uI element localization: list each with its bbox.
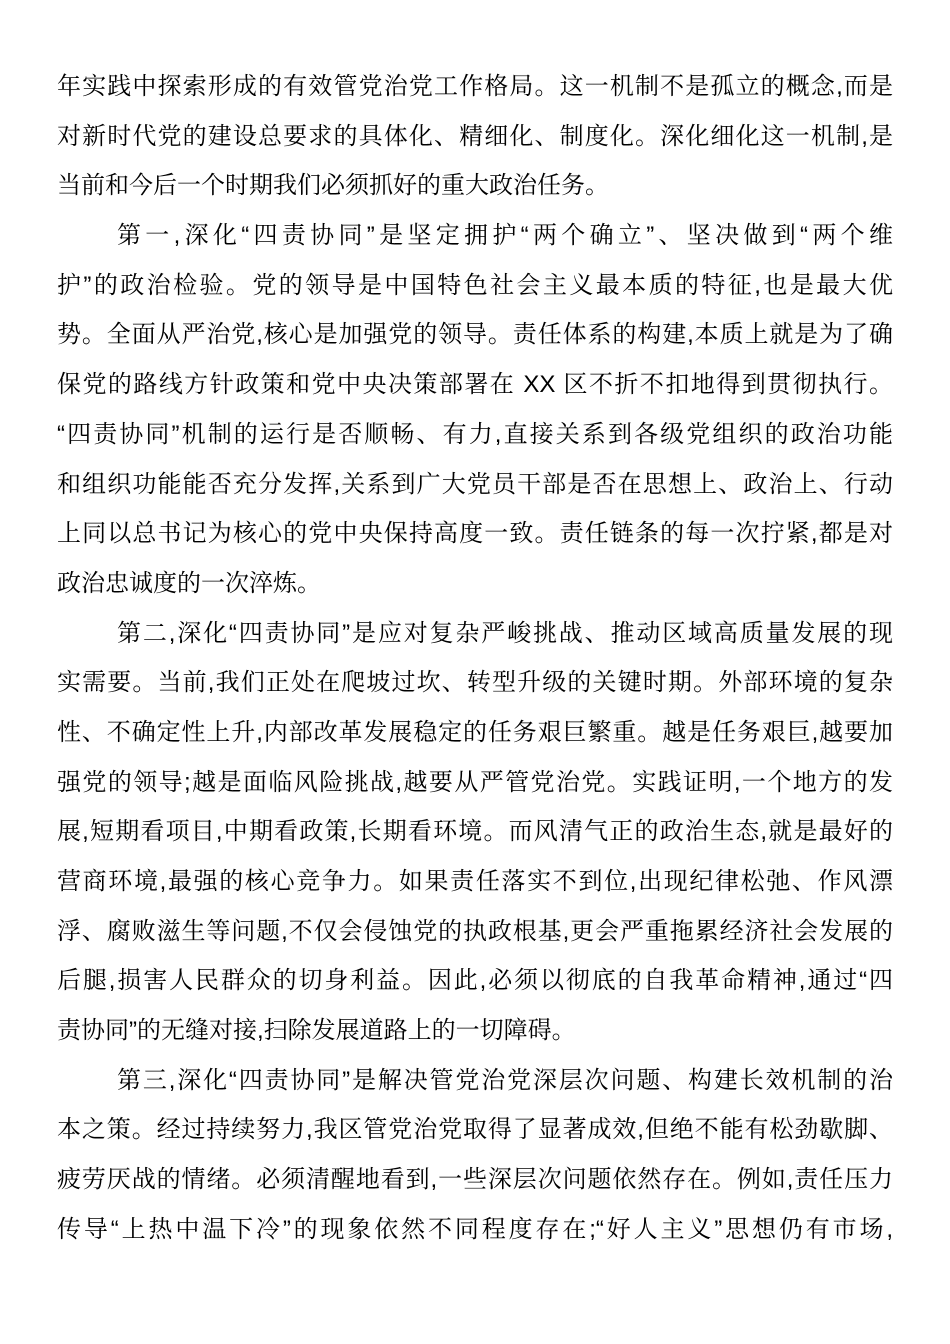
paragraph (57, 1056, 893, 1255)
text-line: 传导“上热中温下冷”的现象依然不同程度存在;“好人主义”思想仍有市场, (57, 1215, 893, 1243)
text-line: 第三,深化“四责协同”是解决管党治党深层次问题、构建长效机制的治 (117, 1066, 893, 1094)
text-line: 当前和今后一个时期我们必须抓好的重大政治任务。 (57, 172, 609, 200)
text-line: 浮、腐败滋生等问题,不仅会侵蚀党的执政根基,更会严重拖累经济社会发展的 (57, 917, 893, 945)
paragraph (57, 62, 893, 211)
text-line: 疲劳厌战的情绪。必须清醒地看到,一些深层次问题依然存在。例如,责任压力 (57, 1166, 893, 1194)
text-line: 第二,深化“四责协同”是应对复杂严峻挑战、推动区域高质量发展的现 (117, 619, 893, 647)
text-line: 对新时代党的建设总要求的具体化、精细化、制度化。深化细化这一机制,是 (57, 122, 893, 150)
text-line: 护”的政治检验。党的领导是中国特色社会主义最本质的特征,也是最大优 (57, 271, 893, 299)
document-body (57, 62, 893, 1255)
text-line: 政治忠诚度的一次淬炼。 (57, 569, 321, 597)
text-line: 上同以总书记为核心的党中央保持高度一致。责任链条的每一次拧紧,都是对 (57, 520, 893, 548)
paragraph (57, 211, 893, 609)
text-line: 和组织功能能否充分发挥,关系到广大党员干部是否在思想上、政治上、行动 (57, 470, 893, 498)
text-line: 后腿,损害人民群众的切身利益。因此,必须以彻底的自我革命精神,通过“四 (57, 967, 893, 995)
text-line: 责协同”的无缝对接,扫除发展道路上的一切障碍。 (57, 1017, 576, 1045)
text-line: “四责协同”机制的运行是否顺畅、有力,直接关系到各级党组织的政治功能 (57, 420, 893, 448)
text-line: 势。全面从严治党,核心是加强党的领导。责任体系的构建,本质上就是为了确 (57, 321, 893, 349)
text-line: 第一,深化“四责协同”是坚定拥护“两个确立”、坚决做到“两个维 (117, 222, 893, 250)
text-line: 本之策。经过持续努力,我区管党治党取得了显著成效,但绝不能有松劲歇脚、 (57, 1116, 893, 1144)
text-line: 年实践中探索形成的有效管党治党工作格局。这一机制不是孤立的概念,而是 (57, 73, 893, 100)
text-line: 保党的路线方针政策和党中央决策部署在 XX 区不折不扣地得到贯彻执行。 (57, 371, 893, 399)
text-line: 展,短期看项目,中期看政策,长期看环境。而风清气正的政治生态,就是最好的 (57, 818, 893, 846)
text-line: 实需要。当前,我们正处在爬坡过坎、转型升级的关键时期。外部环境的复杂 (57, 669, 893, 697)
text-line: 营商环境,最强的核心竞争力。如果责任落实不到位,出现纪律松弛、作风漂 (57, 868, 893, 895)
paragraph (57, 609, 893, 1056)
text-line: 强党的领导;越是面临风险挑战,越要从严管党治党。实践证明,一个地方的发 (57, 768, 893, 796)
text-line: 性、不确定性上升,内部改革发展稳定的任务艰巨繁重。越是任务艰巨,越要加 (57, 718, 893, 746)
